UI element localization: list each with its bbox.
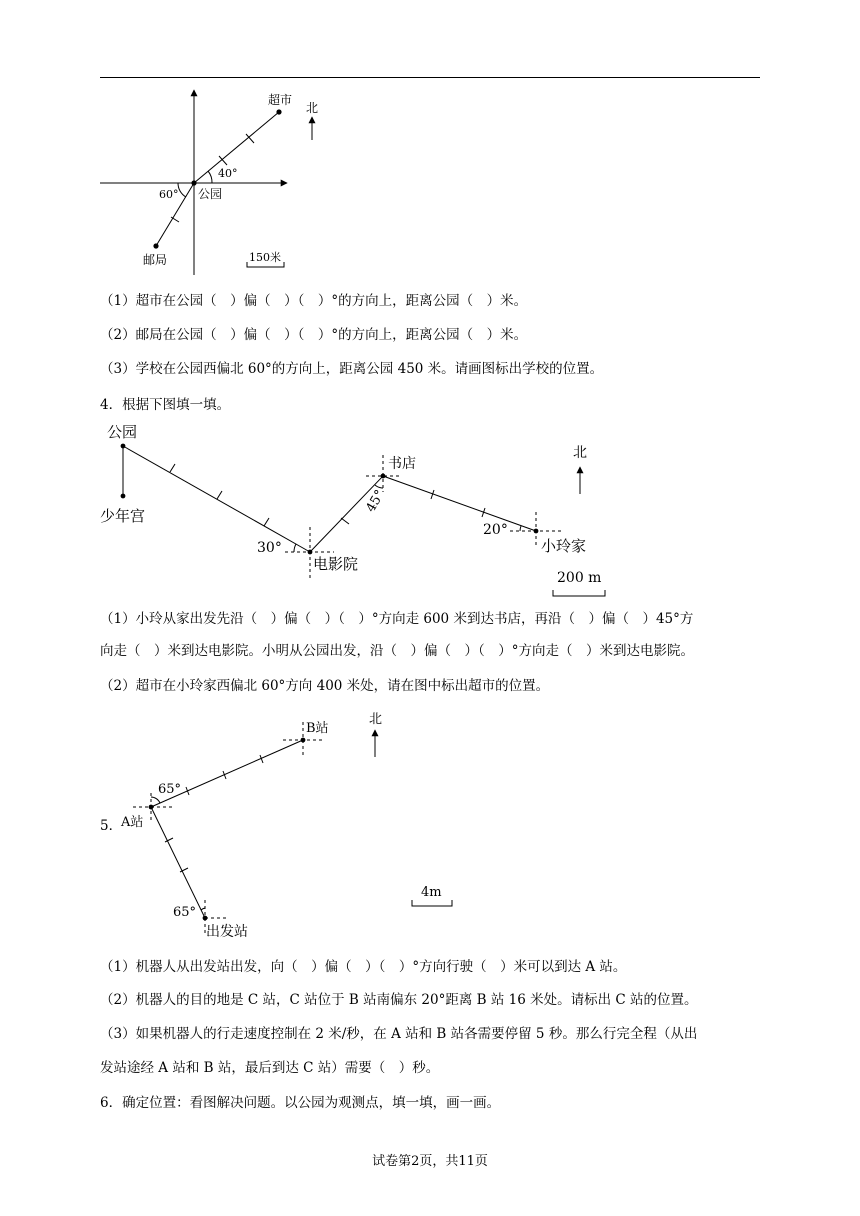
q3-line-2: （2）邮局在公园（ ）偏（ ）（ ）°的方向上，距离公园（ ）米。: [100, 327, 528, 343]
q4-line-1b: 向走（ ）米到达电影院。小明从公园出发，沿（ ）偏（ ）（ ）°方向走（ ）米到达电影院。: [100, 643, 694, 659]
angle-arc-65-top: [151, 797, 160, 803]
north-label: 北: [369, 712, 383, 727]
start-station-label: 出发站: [206, 924, 248, 940]
post-office-label: 邮局: [143, 253, 168, 267]
home-label: 小玲家: [541, 537, 587, 555]
q5-line-2: （2）机器人的目的地是 C 站，C 站位于 B 站南偏东 20°距离 B 站 16 米处。请标出 C 站的位置。: [100, 992, 698, 1008]
page-footer: 试卷第2页，共11页: [372, 1154, 488, 1169]
q5-line-3b: 发站途经 A 站和 B 站，最后到达 C 站）需要（ ）秒。: [100, 1060, 440, 1076]
q4-title: 4．根据下图填一填。: [100, 397, 231, 413]
station-a-label: A站: [121, 815, 144, 830]
station-b-label: B站: [306, 721, 329, 736]
scale-label: 150米: [249, 251, 281, 264]
scale-label: 4m: [421, 885, 442, 900]
north-label: 北: [573, 445, 587, 461]
north-label: 北: [306, 101, 319, 115]
angle-65-bottom-label: 65°: [173, 905, 197, 920]
q4-line-2: （2）超市在小玲家西偏北 60°方向 400 米处，请在图中标出超市的位置。: [100, 678, 550, 694]
supermarket-label: 超市: [268, 93, 293, 107]
station-b-dot: [301, 738, 306, 743]
angle-65-top-label: 65°: [158, 782, 182, 797]
q5-number: 5．: [100, 818, 123, 834]
scale-label: 200 m: [557, 570, 602, 586]
start-station-dot: [203, 916, 208, 921]
angle-arc-65-bottom: [201, 908, 205, 910]
angle-30-label: 30°: [257, 540, 282, 556]
angle-20-label: 20°: [483, 522, 508, 538]
park-label: 公园: [107, 423, 138, 441]
q5-line-1: （1）机器人从出发站出发，向（ ）偏（ ）（ ）°方向行驶（ ）米可以到达 A 站。: [100, 959, 627, 975]
park-label: 公园: [198, 187, 223, 201]
station-a-dot: [149, 805, 154, 810]
route-ticks: [165, 755, 263, 872]
q3-line-3: （3）学校在公园西偏北 60°的方向上，距离公园 450 米。请画图标出学校的位置。: [100, 361, 604, 377]
a-start-line: [151, 807, 205, 918]
angle-40-label: 40°: [218, 167, 238, 180]
youth-palace-label: 少年宫: [100, 507, 146, 525]
angle-45-label: 45°: [363, 487, 388, 515]
angle-60-label: 60°: [159, 188, 179, 201]
q4-line-1a: （1）小玲从家出发先沿（ ）偏（ ）（ ）°方向走 600 米到达书店，再沿（ ）偏（ ）45°方: [100, 611, 694, 627]
scale-bar: [412, 900, 452, 906]
bookstore-label: 书店: [388, 456, 416, 472]
q6-title: 6．确定位置：看图解决问题。以公园为观测点，填一填，画一画。: [100, 1095, 501, 1111]
q5-line-3a: （3）如果机器人的行走速度控制在 2 米/秒，在 A 站和 B 站各需要停留 5 秒。那么行完全程（从出: [100, 1026, 698, 1042]
cinema-label: 电影院: [313, 555, 359, 573]
q3-line-1: （1）超市在公园（ ）偏（ ）（ ）°的方向上，距离公园（ ）米。: [100, 293, 528, 309]
